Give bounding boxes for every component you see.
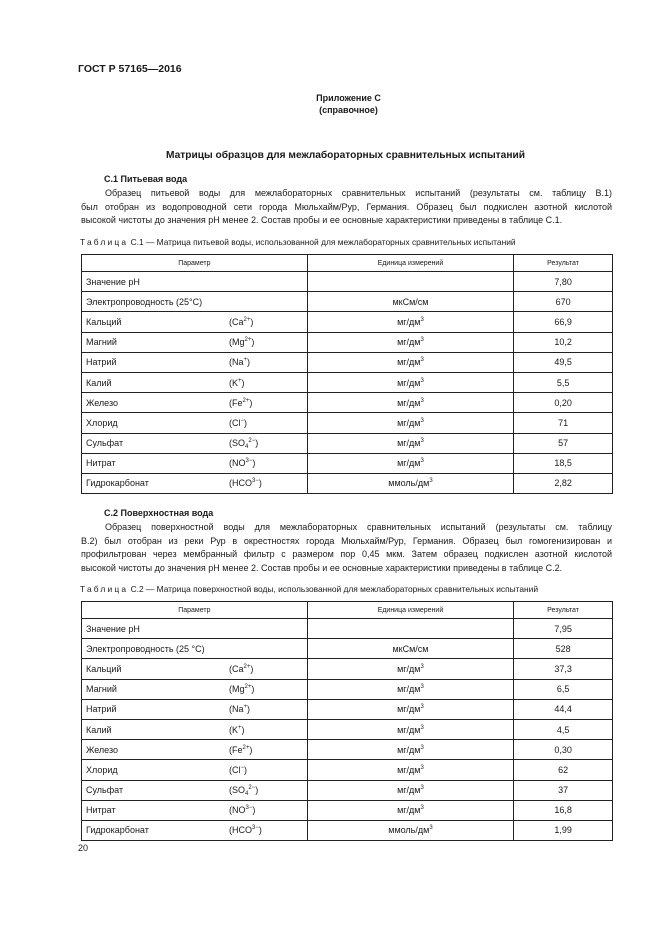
- table-row: [82, 332, 613, 352]
- unit-cell: ммоль/$дм^3$: [307, 473, 513, 493]
- result-cell: 16,8: [514, 800, 613, 820]
- parameter-cell: [82, 332, 308, 352]
- ion-formula: $(NO^{3-})$: [229, 458, 256, 469]
- section2-line-3: профильтрован через мембранный фильтр с размером пор 0,45 мкм. Затем образец подкислен азотной кислотой: [81, 549, 612, 559]
- ion-formula: $(Mg^{2+})$: [229, 337, 255, 348]
- parameter-cell: [82, 659, 308, 679]
- table1-caption-text: С.1 — Матрица питьевой воды, использованной для межлабораторных сравнительных испытаний: [130, 237, 516, 247]
- ion-formula: (Cl−): [229, 764, 248, 775]
- parameter-name: Натрий: [86, 357, 117, 368]
- section2-line-2: В.2) был отобран из реки Рур в окрестностях города Мюльхайм/Рур, Германия. Образец был гомогенизирован и: [81, 535, 612, 546]
- parameter-name: Хлорид: [86, 417, 118, 428]
- unit-cell: мкСм/см: [307, 292, 513, 312]
- unit-cell: ммоль/$дм^3$: [307, 820, 513, 840]
- result-cell: 37,3: [514, 659, 613, 679]
- parameter-cell: [82, 699, 308, 719]
- col-header-result: Результат: [514, 602, 613, 619]
- parameter-name: Кальций: [86, 663, 122, 674]
- table1-header-row: [82, 255, 613, 272]
- unit-cell: $мг/дм^3$: [307, 719, 513, 739]
- table-row: [82, 780, 613, 800]
- col-header-result: Результат: [514, 255, 613, 272]
- parameter-cell: [82, 473, 308, 493]
- result-cell: 10,2: [514, 332, 613, 352]
- result-cell: 49,5: [514, 352, 613, 372]
- parameter-name: Значение рН: [86, 623, 140, 634]
- result-cell: 2,82: [514, 473, 613, 493]
- ion-formula: (Na+): [229, 704, 251, 715]
- parameter-cell: [82, 760, 308, 780]
- section1-line-1: Образец питьевой воды для межлабораторных сравнительных испытаний (результаты см. таблицу В.1): [105, 188, 612, 198]
- table2-body: [82, 619, 613, 841]
- result-cell: 66,9: [514, 312, 613, 332]
- main-title: Матрицы образцов для межлабораторных сравнительных испытаний: [166, 150, 525, 161]
- parameter-name: Железо: [86, 397, 118, 408]
- table1: [81, 254, 613, 494]
- parameter-cell: [82, 800, 308, 820]
- parameter-cell: [82, 413, 308, 433]
- parameter-cell: [82, 453, 308, 473]
- ion-formula: (Na+): [229, 357, 251, 368]
- table-row: [82, 619, 613, 639]
- section1-title: С.1 Питьевая вода: [104, 174, 188, 184]
- col-header-unit: Единица измерений: [307, 255, 513, 272]
- parameter-cell: [82, 780, 308, 800]
- standard-code: ГОСТ Р 57165—2016: [78, 63, 182, 75]
- result-cell: 37: [514, 780, 613, 800]
- parameter-cell: [82, 719, 308, 739]
- table-row: [82, 312, 613, 332]
- parameter-name: Сульфат: [86, 785, 124, 796]
- ion-formula: $(NO^{3-})$: [229, 805, 256, 816]
- parameter-name: Значение рН: [86, 276, 140, 287]
- col-header-parameter: Параметр: [82, 255, 308, 272]
- table2-header-row: [82, 602, 613, 619]
- parameter-name: Хлорид: [86, 764, 118, 775]
- appendix-title: Приложение С: [316, 93, 381, 103]
- unit-cell: $мг/дм^3$: [307, 800, 513, 820]
- table-row: [82, 393, 613, 413]
- unit-cell: $мг/дм^3$: [307, 433, 513, 453]
- ion-formula: $(HCO^{3-})$: [229, 825, 262, 836]
- result-cell: 0,30: [514, 740, 613, 760]
- table-row: [82, 639, 613, 659]
- parameter-cell: [82, 393, 308, 413]
- unit-cell: [307, 272, 513, 292]
- unit-cell: $мг/дм^3$: [307, 312, 513, 332]
- parameter-name: Электропроводность (25°C): [86, 296, 203, 307]
- result-cell: 44,4: [514, 699, 613, 719]
- unit-cell: $мг/дм^3$: [307, 372, 513, 392]
- section1-line-3: высокой чистоты до значения рН менее 2. Состав пробы и ее основные характеристики приведены в таблице С.1.: [81, 215, 563, 225]
- section2-line-4: высокой чистоты до значения рН менее 2. Состав пробы и ее основные характеристики приведены в таблице С.2.: [81, 562, 563, 573]
- result-cell: 1,99: [514, 820, 613, 840]
- result-cell: 57: [514, 433, 613, 453]
- result-cell: 62: [514, 760, 613, 780]
- parameter-name: Калий: [86, 724, 112, 735]
- section1-line-2: был отобран из водопроводной сети города Мюльхайм/Рур, Германия. Образец был подкислен азотной кислотой: [81, 201, 612, 212]
- parameter-name: Кальций: [86, 316, 122, 327]
- unit-cell: $мг/дм^3$: [307, 780, 513, 800]
- result-cell: 71: [514, 413, 613, 433]
- appendix-note: (справочное): [319, 105, 378, 115]
- unit-cell: $мг/дм^3$: [307, 332, 513, 352]
- section2-paragraph: [81, 521, 612, 575]
- table-row: [82, 453, 613, 473]
- table1-body: [82, 272, 613, 494]
- parameter-cell: [82, 372, 308, 392]
- parameter-name: Натрий: [86, 704, 117, 715]
- unit-cell: $мг/дм^3$: [307, 413, 513, 433]
- table1-caption: [80, 237, 516, 247]
- unit-cell: $мг/дм^3$: [307, 679, 513, 699]
- parameter-name: Железо: [86, 744, 118, 755]
- ion-formula: $(SO_4^{2-})$: [229, 438, 259, 451]
- table-row: [82, 740, 613, 760]
- table-row: [82, 659, 613, 679]
- result-cell: 4,5: [514, 719, 613, 739]
- parameter-name: Нитрат: [86, 458, 116, 469]
- ion-formula: $(SO_4^{2-})$: [229, 785, 259, 798]
- unit-cell: [307, 619, 513, 639]
- parameter-name: Гидрокарбонат: [86, 825, 149, 836]
- ion-formula: $(Mg^{2+})$: [229, 684, 255, 695]
- result-cell: 5,5: [514, 372, 613, 392]
- col-header-unit: Единица измерений: [307, 602, 513, 619]
- unit-cell: $мг/дм^3$: [307, 352, 513, 372]
- parameter-name: Сульфат: [86, 438, 124, 449]
- section2-line-1: Образец поверхностной воды для межлабораторных сравнительных испытаний (результаты см. таблицу: [105, 522, 612, 532]
- parameter-name: Магний: [86, 684, 117, 695]
- ion-formula: $(Fe^{2+})$: [229, 744, 253, 755]
- ion-formula: $(Ca^{2+})$: [229, 663, 254, 674]
- unit-cell: $мг/дм^3$: [307, 659, 513, 679]
- parameter-name: Гидрокарбонат: [86, 478, 149, 489]
- parameter-name: Электропроводность (25 °C): [86, 643, 205, 654]
- parameter-cell: [82, 292, 308, 312]
- page-number: 20: [78, 843, 89, 853]
- result-cell: 7,80: [514, 272, 613, 292]
- result-cell: 0,20: [514, 393, 613, 413]
- section1-paragraph: [81, 187, 612, 228]
- result-cell: 7,95: [514, 619, 613, 639]
- parameter-cell: [82, 352, 308, 372]
- table-row: [82, 433, 613, 453]
- parameter-cell: [82, 312, 308, 332]
- table-row: [82, 719, 613, 739]
- unit-cell: $мг/дм^3$: [307, 453, 513, 473]
- parameter-cell: [82, 272, 308, 292]
- parameter-name: Нитрат: [86, 805, 116, 816]
- table2-caption-text: С.2 — Матрица поверхностной воды, использованной для межлабораторных сравнительных испытаний: [130, 584, 539, 594]
- table-row: [82, 679, 613, 699]
- table2-caption: [80, 584, 538, 594]
- unit-cell: $мг/дм^3$: [307, 740, 513, 760]
- unit-cell: мкСм/см: [307, 639, 513, 659]
- parameter-cell: [82, 619, 308, 639]
- table-row: [82, 413, 613, 433]
- table-row: [82, 800, 613, 820]
- ion-formula: $(Fe^{2+})$: [229, 397, 253, 408]
- ion-formula: $(HCO^{3-})$: [229, 478, 262, 489]
- parameter-cell: [82, 639, 308, 659]
- parameter-name: Калий: [86, 377, 112, 388]
- ion-formula: (K+): [229, 377, 245, 388]
- parameter-name: Магний: [86, 337, 117, 348]
- table2: [81, 601, 613, 841]
- table2-caption-label: Таблица: [80, 584, 129, 594]
- ion-formula: $(Ca^{2+})$: [229, 316, 254, 327]
- table-row: [82, 292, 613, 312]
- parameter-cell: [82, 820, 308, 840]
- result-cell: 528: [514, 639, 613, 659]
- result-cell: 18,5: [514, 453, 613, 473]
- col-header-parameter: Параметр: [82, 602, 308, 619]
- section2-title: С.2 Поверхностная вода: [104, 508, 214, 518]
- unit-cell: $мг/дм^3$: [307, 760, 513, 780]
- parameter-cell: [82, 679, 308, 699]
- ion-formula: (K+): [229, 724, 245, 735]
- table-row: [82, 699, 613, 719]
- ion-formula: (Cl−): [229, 417, 248, 428]
- unit-cell: $мг/дм^3$: [307, 393, 513, 413]
- table-row: [82, 473, 613, 493]
- parameter-cell: [82, 740, 308, 760]
- result-cell: 6,5: [514, 679, 613, 699]
- table-row: [82, 820, 613, 840]
- table-row: [82, 272, 613, 292]
- result-cell: 670: [514, 292, 613, 312]
- unit-cell: $мг/дм^3$: [307, 699, 513, 719]
- table-row: [82, 760, 613, 780]
- parameter-cell: [82, 433, 308, 453]
- table1-caption-label: Таблица: [80, 237, 129, 247]
- table-row: [82, 352, 613, 372]
- table-row: [82, 372, 613, 392]
